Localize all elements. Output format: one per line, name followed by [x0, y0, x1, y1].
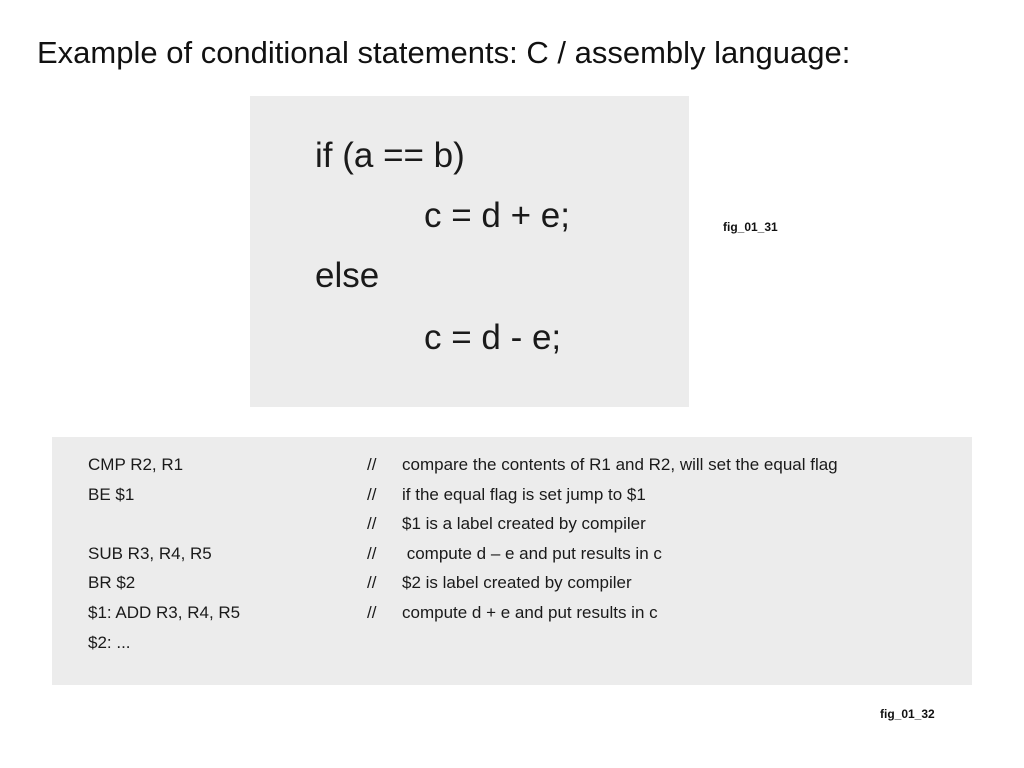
assembly-instruction: SUB R3, R4, R5 [88, 544, 212, 563]
comment-marker: // [367, 544, 377, 563]
c-code-panel [250, 96, 689, 407]
assembly-row [52, 509, 972, 539]
assembly-row [52, 539, 972, 569]
comment-marker: // [367, 514, 377, 533]
assembly-comment: compare the contents of R1 and R2, will set the equal flag [402, 455, 838, 474]
comment-marker: // [367, 485, 377, 504]
comment-marker: // [367, 573, 377, 592]
assembly-comment: $1 is a label created by compiler [402, 514, 646, 533]
comment-marker: // [367, 603, 377, 622]
figure-label-fig-01-32: fig_01_32 [880, 707, 935, 721]
c-code-line: c = d - e; [424, 318, 562, 357]
assembly-code-panel [52, 437, 972, 685]
assembly-row [52, 568, 972, 598]
assembly-comment: if the equal flag is set jump to $1 [402, 485, 646, 504]
assembly-instruction: $2: ... [88, 633, 131, 652]
assembly-instruction: $1: ADD R3, R4, R5 [88, 603, 241, 622]
assembly-row [52, 598, 972, 628]
slide-title: Example of conditional statements: C / assembly language: [37, 35, 851, 70]
assembly-instruction: BE $1 [88, 485, 135, 504]
assembly-row [52, 628, 972, 658]
figure-label-fig-01-31: fig_01_31 [723, 220, 778, 234]
c-code-line: else [315, 256, 380, 295]
c-code-line: if (a == b) [315, 136, 465, 175]
assembly-instruction: BR $2 [88, 573, 136, 592]
assembly-comment: compute d – e and put results in c [402, 544, 662, 563]
assembly-row [52, 450, 972, 480]
assembly-row [52, 480, 972, 510]
comment-marker: // [367, 455, 377, 474]
assembly-comment: $2 is label created by compiler [402, 573, 632, 592]
assembly-comment: compute d + e and put results in c [402, 603, 658, 622]
c-code-line: c = d + e; [424, 196, 570, 235]
assembly-instruction: CMP R2, R1 [88, 455, 184, 474]
